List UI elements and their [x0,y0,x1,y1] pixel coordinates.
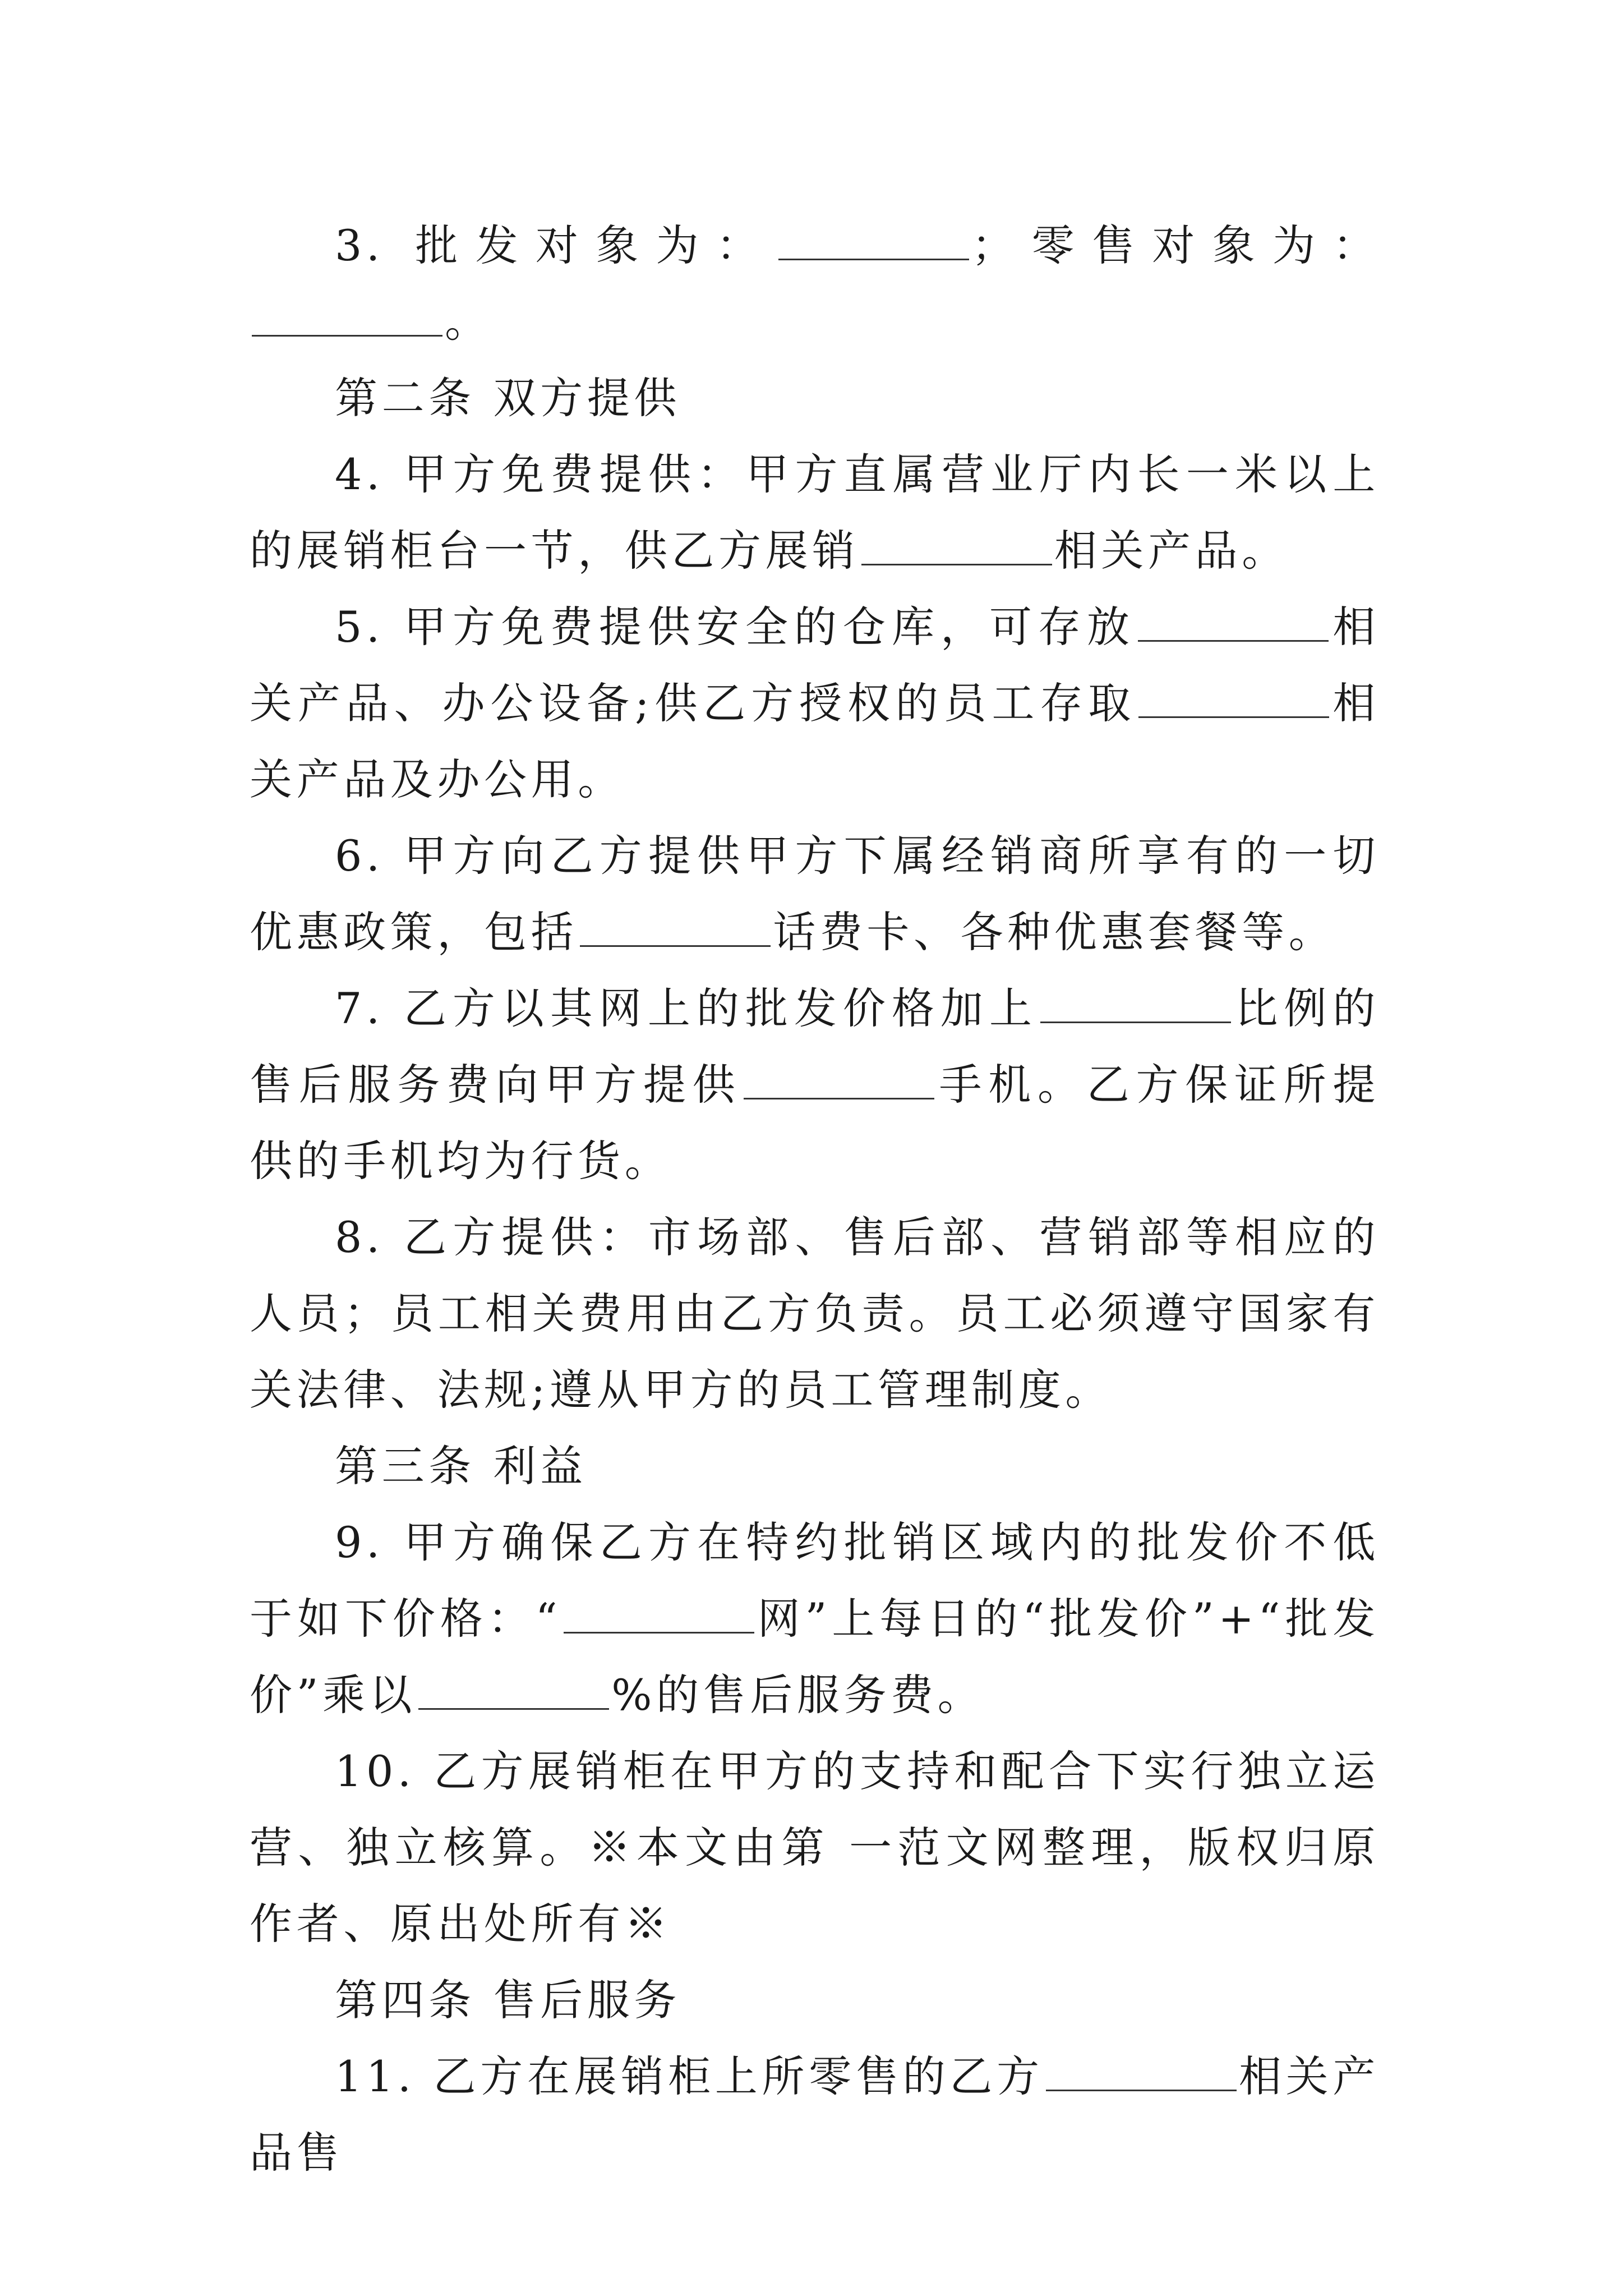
fill-in-blank[interactable] [861,526,1052,565]
clause-text: 6. 甲方向乙方提供甲方下属经销商所享有的一切优惠政策，包括 [250,831,1380,957]
clause-text: 相关产品售 [250,2051,1380,2178]
heading-text: 第二条 双方提供 [335,373,681,423]
fill-in-blank[interactable] [1040,983,1231,1023]
heading-text: 第四条 售后服务 [335,1975,681,2025]
fill-in-blank[interactable] [744,1060,934,1099]
contract-body [250,208,1380,2191]
clause-paragraph [250,436,1380,589]
fill-in-blank[interactable] [1046,2051,1237,2091]
fill-in-blank[interactable] [1138,602,1329,642]
clause-text: %的售后服务费。 [611,1670,985,1720]
clause-text: 。 [445,297,492,347]
clause-text: 8. 乙方提供：市场部、售后部、营销部等相应的人员；员工相关费用由乙方负责。员工必须遵守国家有关法律、法规;遵从甲方的员工管理制度。 [250,1212,1380,1415]
clause-text: 9. 甲方确保乙方在特约批销区域内的批发价不低于如下价格：“ [250,1517,1380,1644]
fill-in-blank[interactable] [580,907,771,947]
fill-in-blank[interactable] [418,1670,609,1710]
clause-text: 话费卡、各种优惠套餐等。 [773,907,1336,957]
section-heading [250,1428,1380,1504]
clause-paragraph [250,208,1380,360]
clause-text: 比例的售后服务费向甲方提供 [250,983,1380,1110]
clause-paragraph [250,1733,1380,1962]
clause-text: 手机。乙方保证所提供的手机均为行货。 [250,1060,1380,1186]
section-heading [250,1962,1380,2039]
clause-text: 10. 乙方展销柜在甲方的支持和配合下实行独立运营、独立核算。※本文由第 一范文网整理，版权归原作者、原出处所有※ [250,1746,1380,1949]
clause-paragraph [250,589,1380,818]
clause-text: 相关产品。 [1054,526,1289,576]
clause-text: 4. 甲方免费提供：甲方直属营业厅内长一米以上的展销柜台一节，供乙方展销 [250,449,1380,576]
fill-in-blank[interactable] [778,220,969,260]
clause-text: ；零售对象为： [971,220,1380,270]
fill-in-blank[interactable] [564,1594,754,1634]
clause-text: 5. 甲方免费提供安全的仓库，可存放 [335,602,1136,652]
clause-text: 相关产品、办公设备;供乙方授权的员工存取 [250,602,1380,728]
clause-text: 相关产品及办公用。 [250,678,1380,804]
clause-paragraph [250,818,1380,970]
clause-paragraph [250,1504,1380,1733]
heading-text: 第三条 利益 [335,1441,587,1491]
clause-text: 3. 批发对象为： [335,220,777,270]
clause-paragraph [250,970,1380,1199]
section-heading [250,360,1380,436]
clause-text: 网”上每日的“批发价”+“批发价”乘以 [250,1594,1380,1720]
clause-text: 11. 乙方在展销柜上所零售的乙方 [335,2051,1044,2101]
fill-in-blank[interactable] [1138,678,1329,718]
clause-paragraph [250,2039,1380,2191]
fill-in-blank[interactable] [252,297,442,337]
clause-paragraph [250,1199,1380,1428]
clause-text: 7. 乙方以其网上的批发价格加上 [335,983,1038,1033]
